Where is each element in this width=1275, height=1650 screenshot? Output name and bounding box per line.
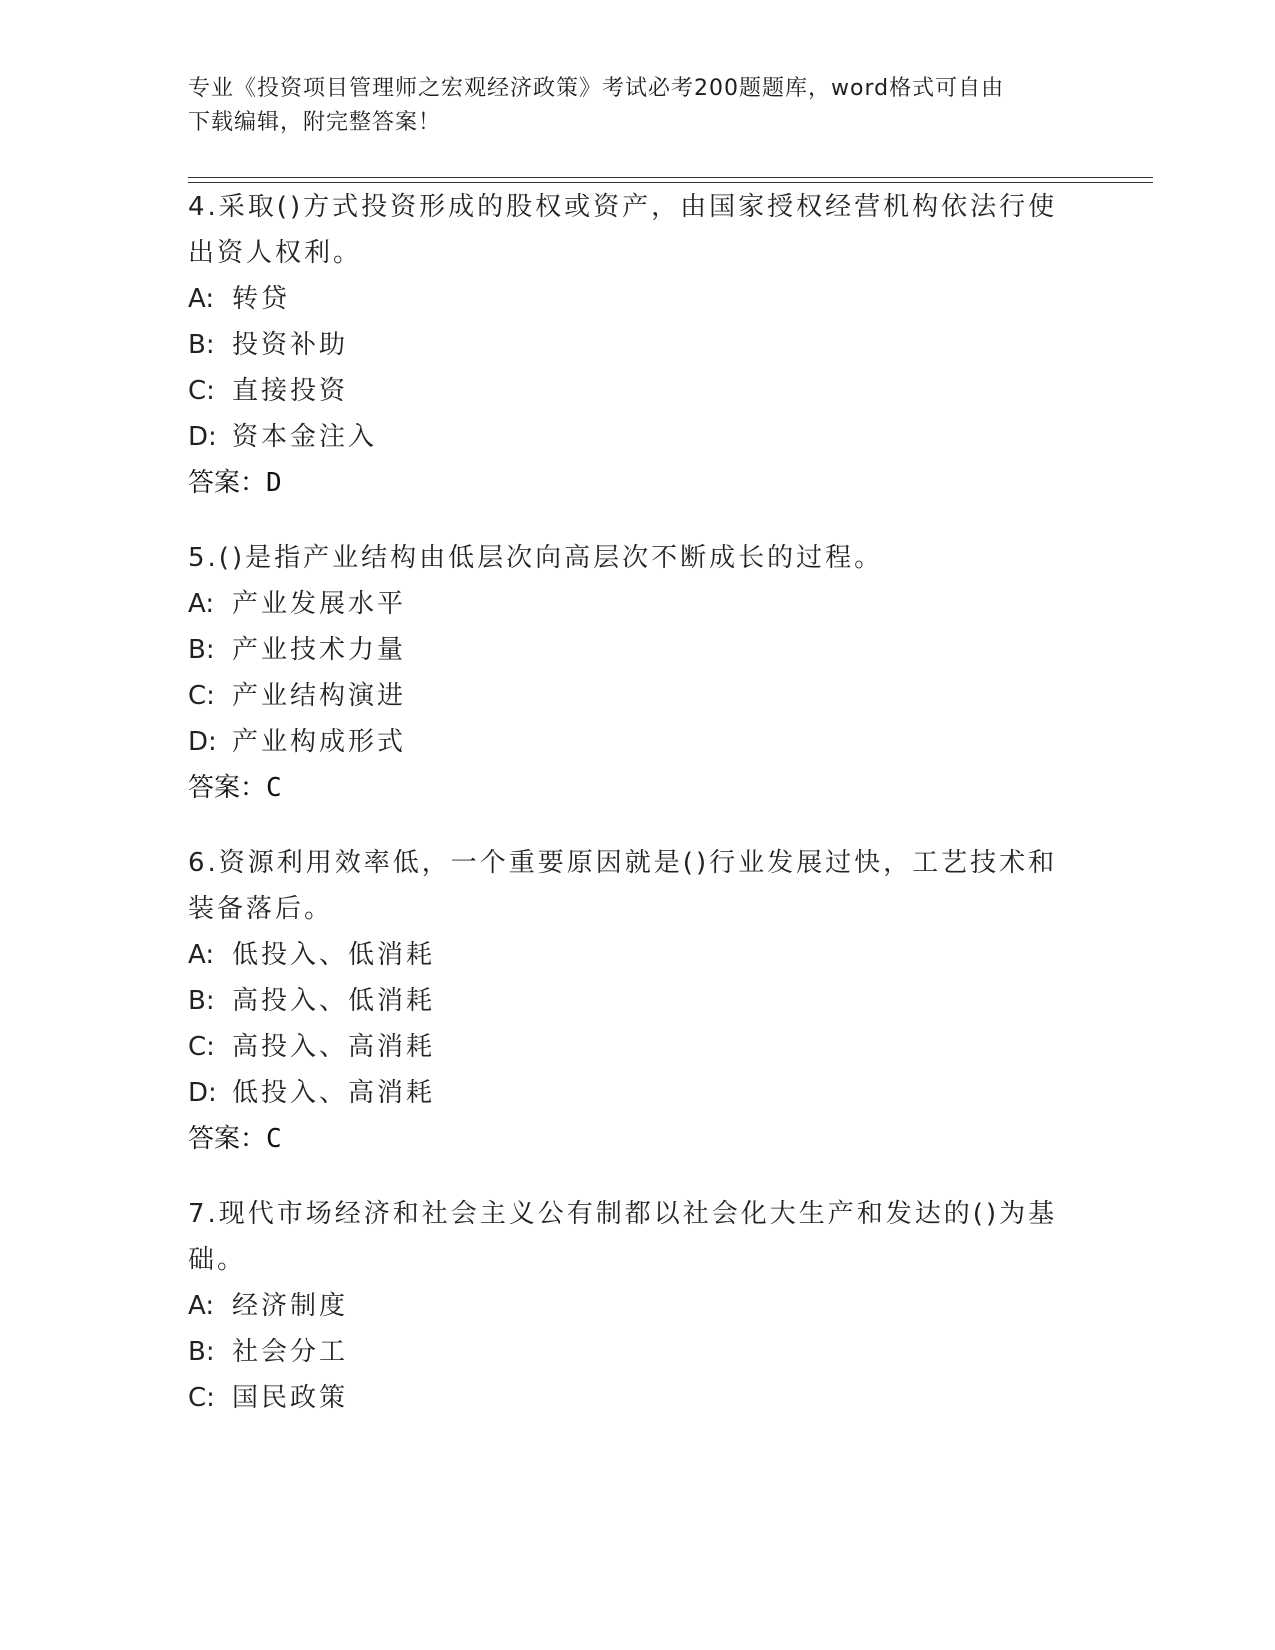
option-a: [188, 581, 1068, 627]
answer-label: 答案：: [188, 468, 267, 498]
question-6: [188, 840, 1068, 1162]
option-letter: B:: [188, 330, 215, 360]
option-letter: B:: [188, 986, 215, 1016]
option-text: 直接投资: [232, 376, 349, 406]
answer-label: 答案：: [188, 1124, 267, 1154]
option-letter: C:: [188, 681, 215, 711]
option-letter: B:: [188, 1337, 215, 1367]
option-text: 低投入、低消耗: [232, 940, 436, 970]
option-text: 产业技术力量: [232, 635, 407, 665]
option-c: [188, 1024, 1068, 1070]
option-letter: A:: [188, 589, 215, 619]
header-line-2: 下载编辑，附完整答案！: [188, 110, 442, 135]
option-a: [188, 276, 1068, 322]
option-text: 高投入、低消耗: [232, 986, 436, 1016]
option-letter: C:: [188, 1032, 215, 1062]
question-4: [188, 184, 1068, 506]
option-b: [188, 1329, 1068, 1375]
answer-label: 答案：: [188, 773, 267, 803]
option-text: 投资补助: [232, 330, 349, 360]
header-divider-bottom: [188, 182, 1153, 183]
option-letter: C:: [188, 1383, 215, 1413]
option-text: 资本金注入: [232, 422, 378, 452]
question-stem: 6.资源利用效率低，一个重要原因就是()行业发展过快，工艺技术和装备落后。: [188, 848, 1058, 924]
answer-value: C: [266, 773, 282, 803]
answer-line: [188, 460, 1068, 506]
answer-line: [188, 765, 1068, 811]
option-text: 产业发展水平: [232, 589, 407, 619]
question-stem: 4.采取()方式投资形成的股权或资产，由国家授权经营机构依法行使出资人权利。: [188, 192, 1058, 268]
option-letter: C:: [188, 376, 215, 406]
question-7: [188, 1191, 1068, 1421]
option-text: 低投入、高消耗: [232, 1078, 436, 1108]
option-letter: A:: [188, 1291, 215, 1321]
question-5: [188, 535, 1068, 811]
option-text: 经济制度: [232, 1291, 349, 1321]
header-divider-top: [188, 177, 1153, 178]
option-text: 高投入、高消耗: [232, 1032, 436, 1062]
option-b: [188, 322, 1068, 368]
option-text: 国民政策: [232, 1383, 349, 1413]
option-d: [188, 1070, 1068, 1116]
option-a: [188, 1283, 1068, 1329]
option-c: [188, 1375, 1068, 1421]
question-stem: 5.()是指产业结构由低层次向高层次不断成长的过程。: [188, 543, 884, 573]
option-letter: D:: [188, 727, 217, 757]
option-letter: A:: [188, 940, 215, 970]
option-a: [188, 932, 1068, 978]
option-d: [188, 414, 1068, 460]
option-text: 社会分工: [232, 1337, 349, 1367]
option-text: 产业构成形式: [232, 727, 407, 757]
option-b: [188, 978, 1068, 1024]
answer-value: D: [266, 468, 282, 498]
option-text: 产业结构演进: [232, 681, 407, 711]
option-c: [188, 673, 1068, 719]
option-letter: B:: [188, 635, 215, 665]
header-line-1: 专业《投资项目管理师之宏观经济政策》考试必考200题题库，word格式可自由: [188, 76, 1005, 101]
answer-line: [188, 1116, 1068, 1162]
document-header: [188, 72, 1068, 140]
option-text: 转贷: [232, 284, 291, 314]
option-d: [188, 719, 1068, 765]
option-letter: A:: [188, 284, 215, 314]
answer-value: C: [266, 1124, 282, 1154]
option-c: [188, 368, 1068, 414]
option-letter: D:: [188, 422, 217, 452]
option-b: [188, 627, 1068, 673]
question-stem: 7.现代市场经济和社会主义公有制都以社会化大生产和发达的()为基础。: [188, 1199, 1058, 1275]
option-letter: D:: [188, 1078, 217, 1108]
